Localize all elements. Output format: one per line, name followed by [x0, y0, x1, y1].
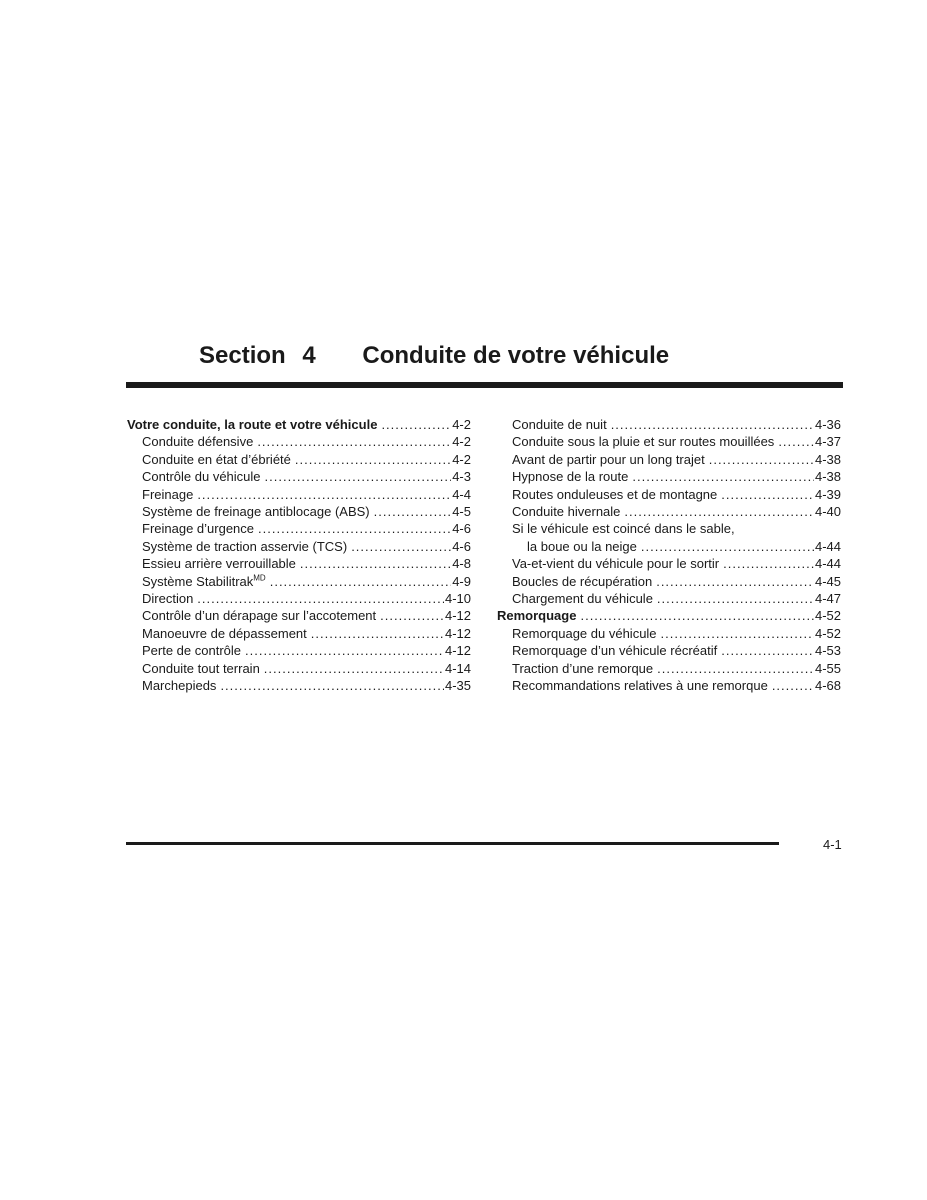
- toc-title: Votre conduite, la route et votre véhicule: [127, 417, 378, 432]
- toc-title: Va-et-vient du véhicule pour le sortir: [512, 556, 720, 572]
- toc-entry-main[interactable]: [127, 416, 471, 433]
- toc-leader: [772, 677, 814, 694]
- toc-leader: [265, 468, 452, 485]
- toc-page: 4-38: [814, 451, 841, 467]
- toc-title: Système de traction asservie (TCS): [142, 538, 348, 554]
- toc-title: Conduite hivernale: [512, 504, 621, 520]
- toc-leader: [657, 590, 814, 607]
- toc-entry[interactable]: [127, 642, 471, 659]
- toc-page: 4-52: [814, 608, 841, 624]
- toc-leader: [632, 468, 814, 485]
- toc-entry[interactable]: [127, 590, 471, 607]
- toc-entry[interactable]: [127, 607, 471, 624]
- toc-page: 4-10: [444, 591, 471, 607]
- toc-title: Remorquage d’un véhicule récréatif: [512, 643, 718, 659]
- toc-leader: [197, 590, 444, 607]
- toc-right-column: [497, 416, 841, 695]
- toc-leader: [611, 416, 814, 433]
- toc-leader: [580, 607, 814, 624]
- toc-leader: [778, 433, 814, 450]
- toc-entry[interactable]: [497, 468, 841, 485]
- toc-title: Remorquage: [497, 608, 577, 624]
- toc-page: 4-12: [444, 625, 471, 641]
- toc-page: 4-55: [814, 660, 841, 676]
- toc-leader: [723, 555, 814, 572]
- toc-leader: [656, 573, 814, 590]
- toc-title: Hypnose de la route: [512, 469, 629, 485]
- page-number: 4-1: [823, 837, 842, 852]
- toc-page: 4-45: [814, 573, 841, 589]
- toc-title: Marchepieds: [142, 678, 217, 694]
- bottom-rule: [126, 842, 779, 845]
- toc-entry[interactable]: [127, 503, 471, 520]
- toc-leader: [245, 642, 444, 659]
- toc-title: Conduite défensive: [142, 434, 254, 450]
- section-number: 4: [302, 342, 316, 369]
- toc-page: 4-44: [814, 538, 841, 554]
- toc-title: Freinage d’urgence: [142, 521, 255, 537]
- toc-page: 4-8: [452, 556, 471, 572]
- section-heading: [199, 340, 669, 372]
- toc-title: Essieu arrière verrouillable: [142, 556, 296, 572]
- toc-title: Conduite sous la pluie et sur routes mouillées: [512, 434, 775, 450]
- toc-entry[interactable]: [127, 573, 471, 590]
- toc-leader: [661, 625, 814, 642]
- toc-title: Remorquage du véhicule: [512, 625, 657, 641]
- toc-leader: [257, 433, 451, 450]
- toc-leader: [197, 486, 451, 503]
- toc-page: 4-38: [814, 469, 841, 485]
- toc-leader: [381, 416, 451, 433]
- toc-entry[interactable]: [497, 451, 841, 468]
- toc-entry[interactable]: [127, 555, 471, 572]
- toc-title: Perte de contrôle: [142, 643, 242, 659]
- toc-leader: [295, 451, 451, 468]
- toc-leader: [374, 503, 452, 520]
- toc-page: 4-44: [814, 556, 841, 572]
- toc-title: Boucles de récupération: [512, 573, 653, 589]
- toc-page: 4-9: [452, 573, 471, 589]
- toc-page: 4-14: [444, 660, 471, 676]
- toc-entry[interactable]: [127, 433, 471, 450]
- toc-page: 4-40: [814, 504, 841, 520]
- section-label: Section: [199, 342, 286, 369]
- toc-page: 4-6: [452, 521, 471, 537]
- toc-title: Contrôle du véhicule: [142, 469, 261, 485]
- toc-page: 4-39: [814, 486, 841, 502]
- toc-leader: [624, 503, 814, 520]
- toc-title: Si le véhicule est coincé dans le sable,: [512, 521, 735, 537]
- toc-title: Recommandations relatives à une remorque: [512, 678, 768, 694]
- toc-leader: [709, 451, 814, 468]
- toc-title: Conduite en état d’ébriété: [142, 451, 291, 467]
- toc-page: 4-68: [814, 678, 841, 694]
- top-rule: [126, 382, 843, 388]
- toc-leader: [220, 677, 444, 694]
- toc-entry[interactable]: [127, 538, 471, 555]
- toc-page: 4-52: [814, 625, 841, 641]
- toc-entry-main[interactable]: [497, 607, 841, 624]
- toc-leader: [380, 607, 444, 624]
- toc-leader: [258, 520, 451, 537]
- toc-entry[interactable]: [127, 486, 471, 503]
- toc-title: Système de freinage antiblocage (ABS): [142, 504, 370, 520]
- toc-leader: [351, 538, 451, 555]
- toc-page: 4-36: [814, 417, 841, 432]
- toc-page: 4-2: [452, 451, 471, 467]
- toc-entry[interactable]: [127, 660, 471, 677]
- toc-title: Routes onduleuses et de montagne: [512, 486, 718, 502]
- toc-entry[interactable]: [497, 573, 841, 590]
- toc-entry[interactable]: [127, 451, 471, 468]
- toc-page: 4-53: [814, 643, 841, 659]
- toc-entry[interactable]: [497, 555, 841, 572]
- toc-entry[interactable]: [127, 625, 471, 642]
- toc-leader: [300, 555, 451, 572]
- toc-title: Direction: [142, 591, 194, 607]
- toc-title: [142, 573, 266, 590]
- toc-leader: [641, 538, 814, 555]
- toc-entry[interactable]: [497, 486, 841, 503]
- toc-left-column: [127, 416, 471, 695]
- toc-page: 4-2: [452, 417, 471, 432]
- toc-title-text: Système Stabilitrak: [142, 573, 254, 589]
- toc-page: 4-47: [814, 591, 841, 607]
- toc-entry[interactable]: [127, 677, 471, 694]
- toc-title: Conduite tout terrain: [142, 660, 260, 676]
- toc-page: 4-35: [444, 678, 471, 694]
- toc-leader: [657, 660, 814, 677]
- toc-title: Chargement du véhicule: [512, 591, 653, 607]
- toc-entry[interactable]: [497, 660, 841, 677]
- toc-title: Traction d’une remorque: [512, 660, 654, 676]
- toc-page: 4-5: [452, 504, 471, 520]
- toc-leader: [311, 625, 444, 642]
- toc-entry[interactable]: [127, 520, 471, 537]
- toc-entry[interactable]: [497, 503, 841, 520]
- toc-entry-multiline-second[interactable]: [497, 538, 841, 555]
- toc-entry[interactable]: [497, 677, 841, 694]
- toc-page: 4-12: [444, 608, 471, 624]
- toc-page: 4-12: [444, 643, 471, 659]
- toc-title: Manoeuvre de dépassement: [142, 625, 307, 641]
- toc-entry[interactable]: [127, 468, 471, 485]
- toc-entry[interactable]: [497, 416, 841, 433]
- toc-leader: [721, 642, 814, 659]
- section-title: Conduite de votre véhicule: [362, 342, 670, 369]
- toc-title: Freinage: [142, 486, 194, 502]
- toc-title: la boue ou la neige: [527, 538, 637, 554]
- toc-page: 4-4: [452, 486, 471, 502]
- toc-title: Conduite de nuit: [512, 417, 607, 432]
- toc-leader: [270, 573, 451, 590]
- toc-leader: [264, 660, 444, 677]
- trademark-superscript: MD: [253, 573, 266, 583]
- toc-page: 4-37: [814, 434, 841, 450]
- toc-page: 4-2: [452, 434, 471, 450]
- toc-entry[interactable]: [497, 625, 841, 642]
- toc-title: Contrôle d’un dérapage sur l’accotement: [142, 608, 377, 624]
- toc-title: Avant de partir pour un long trajet: [512, 451, 705, 467]
- toc-entry[interactable]: [497, 642, 841, 659]
- toc-entry[interactable]: [497, 590, 841, 607]
- toc-entry-multiline-first[interactable]: [497, 520, 841, 537]
- toc-page: 4-6: [452, 538, 471, 554]
- toc-leader: [721, 486, 814, 503]
- toc-page: 4-3: [452, 469, 471, 485]
- toc-entry[interactable]: [497, 433, 841, 450]
